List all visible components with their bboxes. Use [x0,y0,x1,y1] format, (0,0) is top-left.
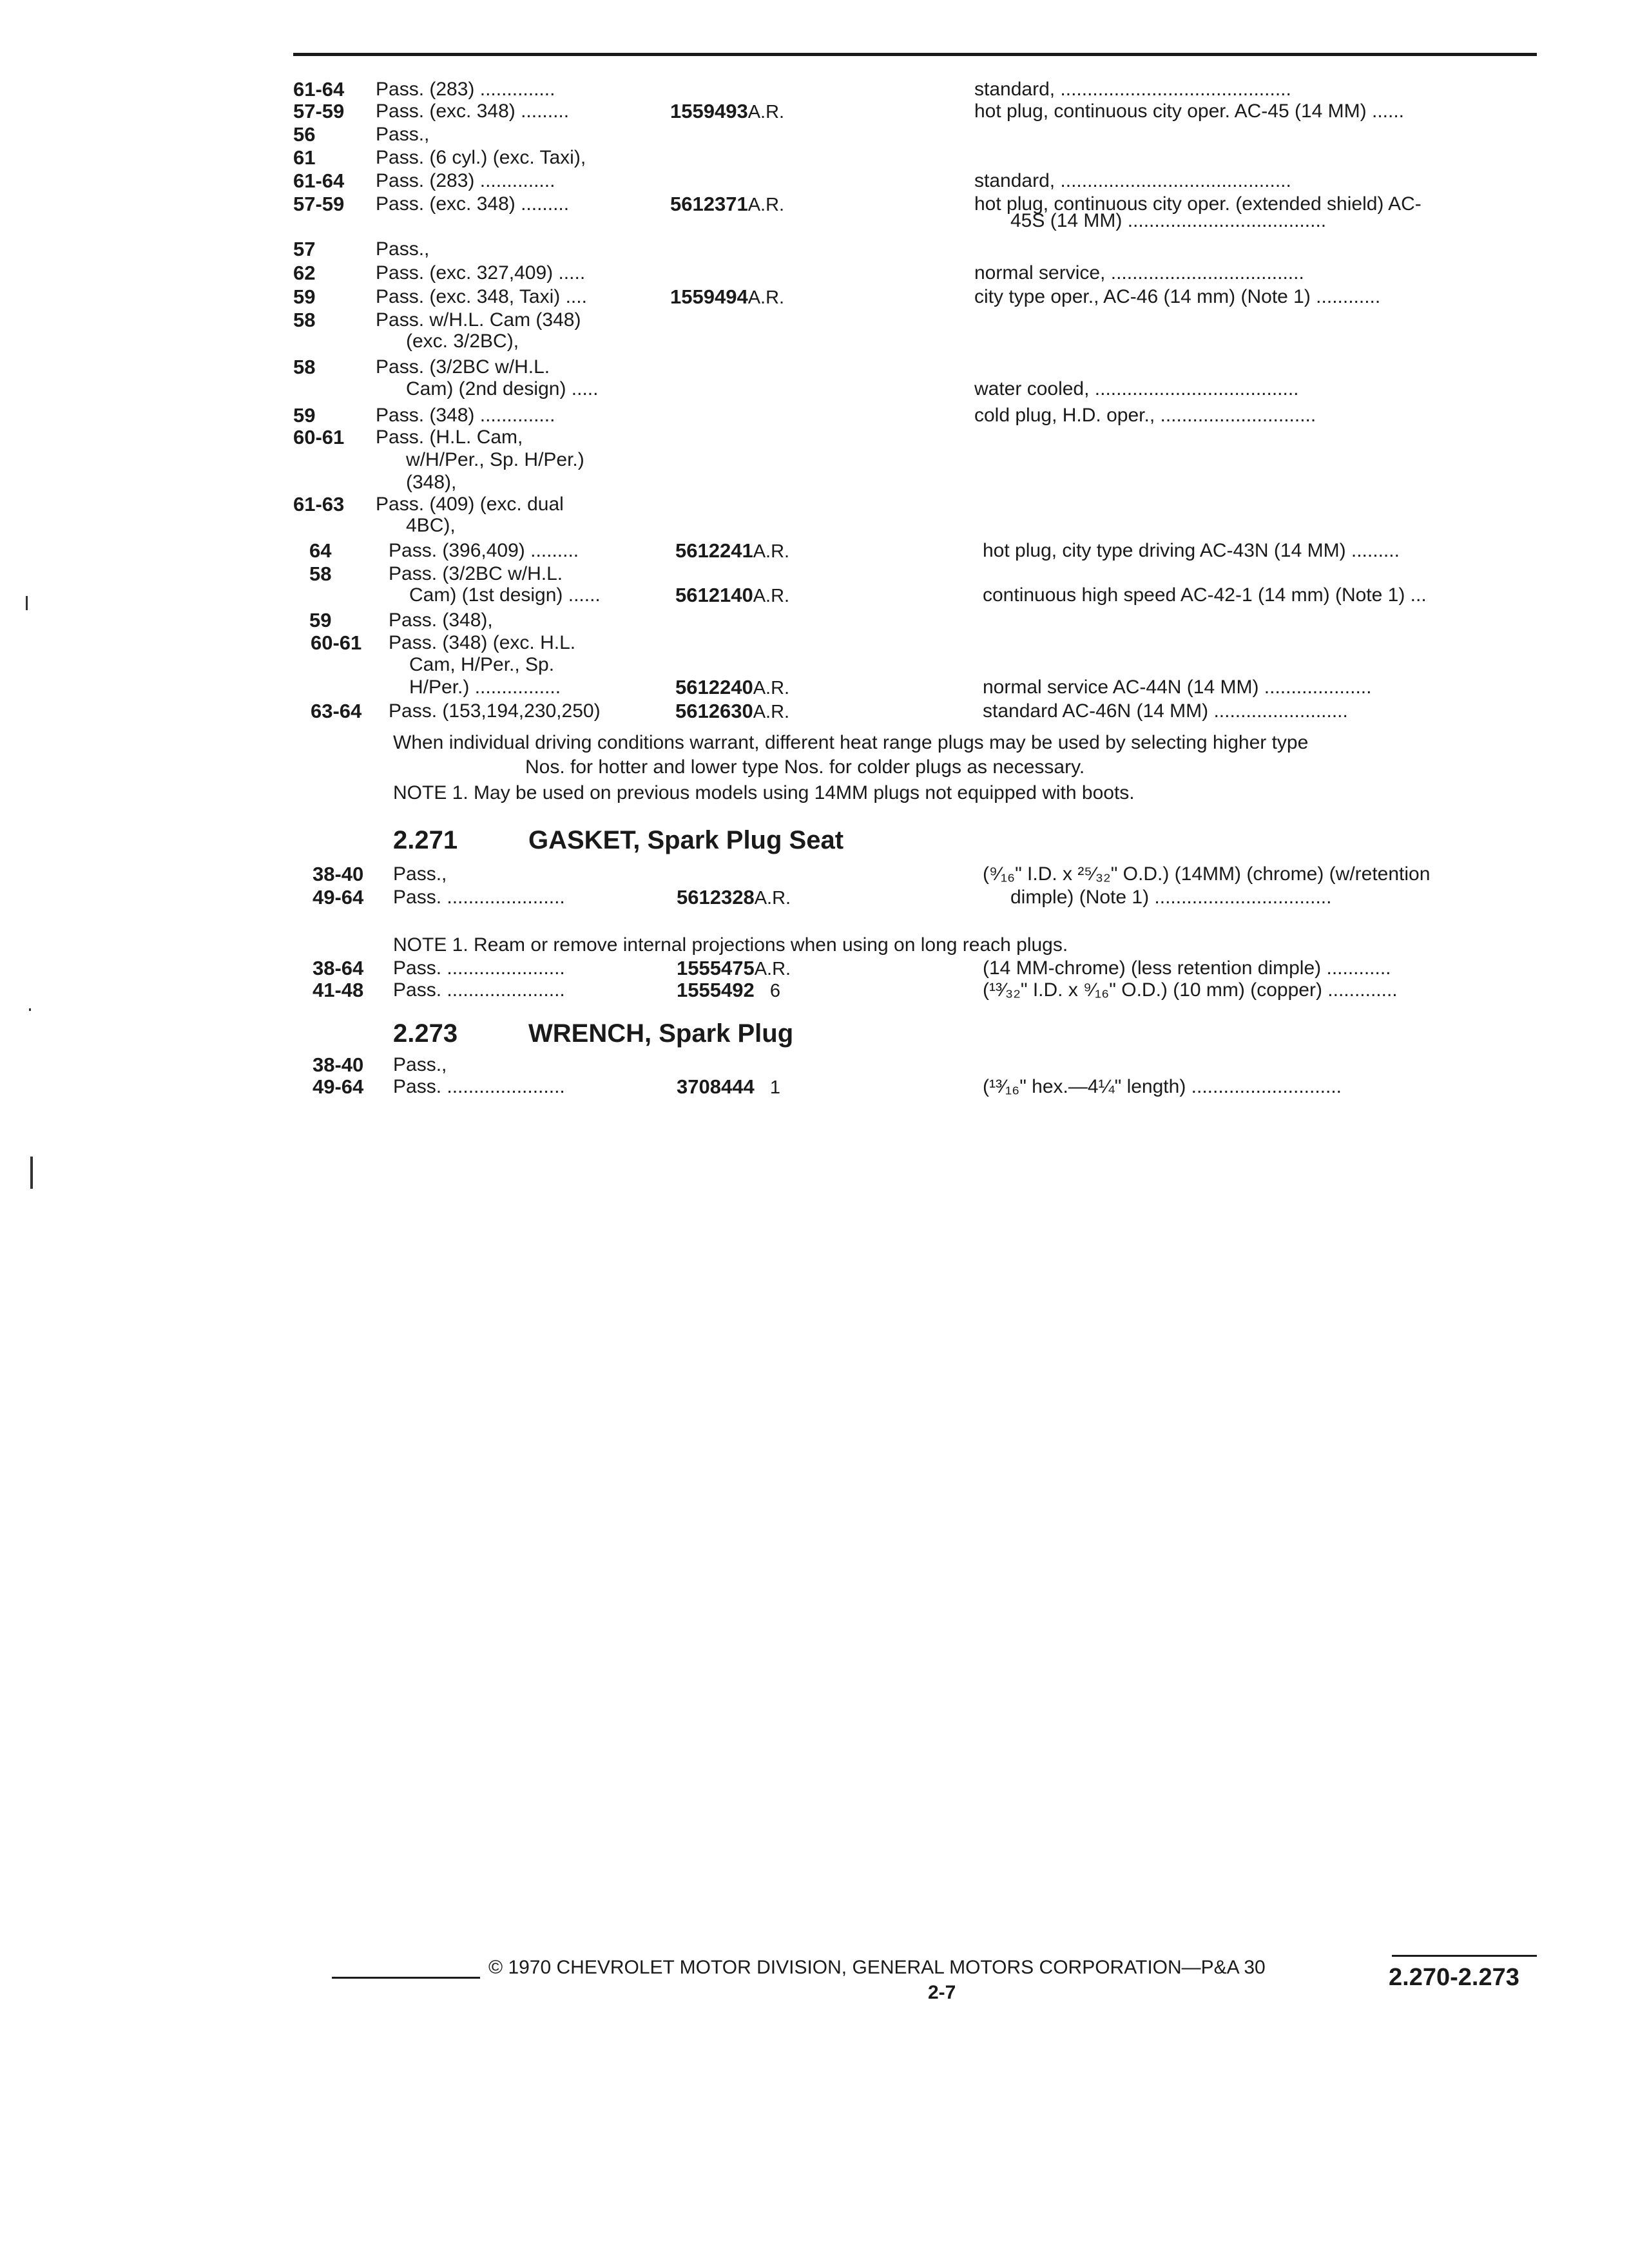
application-desc: (348), [406,472,457,493]
application-desc: Pass. (348) (exc. H.L. [389,632,576,653]
table-row [0,608,1629,633]
part-description: (14 MM-chrome) (less retention dimple) ............ [983,957,1391,979]
note-1-ream: NOTE 1. Ream or remove internal projections when using on long reach plugs. [393,934,1068,956]
footer-rule-left [332,1977,480,1979]
section-title: WRENCH, Spark Plug [528,1019,794,1048]
part-description: cold plug, H.D. oper., ............................. [974,405,1316,426]
table-row [0,329,1629,354]
part-description: (⁹⁄₁₆" I.D. x ²⁵⁄₃₂" O.D.) (14MM) (chrome) (w/retention [983,863,1431,885]
section-number: 2.271 [393,826,458,854]
table-row [0,885,1629,910]
model-year: 59 [293,404,316,427]
model-year: 58 [293,309,316,331]
table-row [0,146,1629,170]
quantity: 1 [754,1077,780,1098]
quantity: 6 [754,981,780,1001]
table-row [0,631,1629,655]
application-desc: w/H/Per., Sp. H/Per.) [406,449,584,470]
application-desc: Pass. (153,194,230,250) [389,700,601,722]
application-desc: Pass., [393,1054,447,1075]
application-desc: Pass. (exc. 327,409) ..... [376,262,586,284]
part-description: city type oper., AC-46 (14 mm) (Note 1) ............ [974,286,1381,307]
table-row [0,583,1629,608]
part-number: 1559493A.R. [670,100,785,122]
application-desc: Pass. (exc. 348) ......... [376,193,570,215]
model-year: 60-61 [311,631,362,654]
application-desc: H/Per.) ................ [409,677,561,698]
model-year: 49-64 [313,1075,364,1098]
quantity: A.R. [754,959,791,979]
model-year: 57-59 [293,100,345,122]
note-1-boots: NOTE 1. May be used on previous models using 14MM plugs not equipped with boots. [393,782,1135,803]
table-row [0,355,1629,380]
part-description: dimple) (Note 1) ................................. [1010,887,1332,908]
part-number: 5612241A.R. [675,539,790,562]
part-number: 1555475A.R. [677,957,791,979]
table-row [0,539,1629,563]
model-year: 49-64 [313,886,364,908]
model-year: 64 [309,539,332,562]
application-desc: Pass. w/H.L. Cam (348) [376,309,581,331]
part-number: 3708444 1 [677,1075,780,1098]
quantity: A.R. [747,102,785,122]
quantity: A.R. [753,678,790,698]
quantity: A.R. [754,888,791,908]
application-desc: Pass. ...................... [393,957,565,979]
part-description: standard, ........................................... [974,170,1291,191]
application-desc: (exc. 3/2BC), [406,331,519,352]
quantity: A.R. [747,287,785,308]
quantity: A.R. [747,195,785,215]
scan-mark [30,1157,33,1189]
quantity: A.R. [753,586,790,606]
table-row [0,425,1629,450]
application-desc: Pass., [393,863,447,885]
scan-mark [29,1008,31,1011]
table-row [0,77,1629,102]
table-row [0,261,1629,285]
model-year: 57 [293,238,316,260]
application-desc: Pass., [376,238,430,260]
footer-rule-right [1392,1955,1537,1957]
quantity: A.R. [753,541,790,562]
model-year: 61-64 [293,169,345,192]
model-year: 59 [293,285,316,308]
table-row [0,956,1629,981]
part-description: (¹³⁄₁₆" hex.—4¼" length) ............................ [983,1076,1342,1097]
model-year: 56 [293,123,316,146]
quantity: A.R. [753,702,790,722]
section-range: 2.270-2.273 [1389,1964,1519,1991]
application-desc: Cam, H/Per., Sp. [409,654,555,675]
part-description: normal service AC-44N (14 MM) .................... [983,677,1372,698]
part-description: water cooled, ...................................... [974,378,1299,399]
application-desc: Pass. (3/2BC w/H.L. [389,563,563,584]
model-year: 58 [309,562,332,585]
model-year: 41-48 [313,979,364,1001]
application-desc: Pass. ...................... [393,1076,565,1097]
application-desc: Pass. (409) (exc. dual [376,494,564,515]
application-desc: Pass. (3/2BC w/H.L. [376,356,550,378]
application-desc: 4BC), [406,515,456,536]
part-description: standard AC-46N (14 MM) ......................... [983,700,1348,722]
table-row [0,1075,1629,1099]
application-desc: Pass. (396,409) ......... [389,540,579,561]
model-year: 61 [293,146,316,169]
section-heading-gasket [393,825,843,856]
table-row [0,1053,1629,1077]
section-number: 2.273 [393,1019,458,1048]
table-row [0,285,1629,309]
model-year: 58 [293,356,316,378]
section-heading-wrench [393,1018,793,1049]
copyright-text: © 1970 CHEVROLET MOTOR DIVISION, GENERAL MOTORS CORPORATION—P&A 30 [488,1957,1266,1978]
application-desc: Pass. (exc. 348) ......... [376,101,570,122]
table-row [0,699,1629,724]
table-row [0,470,1629,495]
model-year: 38-40 [313,863,364,885]
model-year: 62 [293,262,316,284]
table-row [0,99,1629,124]
application-desc: Pass. (exc. 348, Taxi) .... [376,286,587,307]
application-desc: Cam) (1st design) ...... [409,584,601,606]
application-desc: Pass. (348), [389,610,493,631]
application-desc: Cam) (2nd design) ..... [406,378,599,399]
model-year: 63-64 [311,700,362,722]
model-year: 57-59 [293,193,345,215]
section-title: GASKET, Spark Plug Seat [528,826,844,854]
part-number: 5612240A.R. [675,676,790,698]
table-row [0,862,1629,887]
application-desc: Pass. (6 cyl.) (exc. Taxi), [376,147,586,168]
table-row [0,209,1629,233]
part-number: 5612328A.R. [677,886,791,908]
table-row [0,237,1629,262]
application-desc: Pass., [376,124,430,145]
part-description: hot plug, continuous city oper. AC-45 (14 MM) ...... [974,101,1404,122]
application-desc: Pass. (283) .............. [376,170,555,191]
part-description: 45S (14 MM) ..................................... [1010,210,1327,231]
table-row [0,653,1629,677]
part-description: hot plug, continuous city oper. (extended shield) AC- [974,193,1422,215]
model-year: 60-61 [293,426,345,448]
part-description: continuous high speed AC-42-1 (14 mm) (Note 1) ... [983,584,1427,606]
part-number: 5612630A.R. [675,700,790,722]
application-desc: Pass. (H.L. Cam, [376,427,523,448]
application-desc: Pass. ...................... [393,979,565,1001]
part-description: normal service, .................................... [974,262,1304,284]
part-number: 1559494A.R. [670,285,785,308]
model-year: 38-40 [313,1053,364,1076]
model-year: 61-64 [293,78,345,101]
scan-mark [26,596,28,610]
model-year: 59 [309,609,332,631]
table-row [0,448,1629,472]
application-desc: Pass. ...................... [393,887,565,908]
heat-range-note-line1: When individual driving conditions warrant, different heat range plugs may be used by selecting higher type [393,732,1309,753]
table-row [0,675,1629,700]
table-row [0,169,1629,193]
part-description: (¹³⁄₃₂" I.D. x ⁹⁄₁₆" O.D.) (10 mm) (copper) ............. [983,979,1398,1001]
part-number: 1555492 6 [677,979,780,1001]
page-number: 2-7 [928,1982,956,2003]
application-desc: Pass. (283) .............. [376,79,555,100]
part-description: hot plug, city type driving AC-43N (14 MM) ......... [983,540,1400,561]
table-row [0,377,1629,401]
heat-range-note-line2: Nos. for hotter and lower type Nos. for colder plugs as necessary. [525,756,1085,778]
model-year: 38-64 [313,957,364,979]
part-number: 5612371A.R. [670,193,785,215]
table-row [0,514,1629,538]
model-year: 61-63 [293,493,345,515]
table-row [0,978,1629,1003]
part-description: standard, ........................................... [974,79,1291,100]
table-row [0,403,1629,428]
table-row [0,122,1629,147]
part-number: 5612140A.R. [675,584,790,606]
top-rule [293,53,1537,56]
application-desc: Pass. (348) .............. [376,405,555,426]
